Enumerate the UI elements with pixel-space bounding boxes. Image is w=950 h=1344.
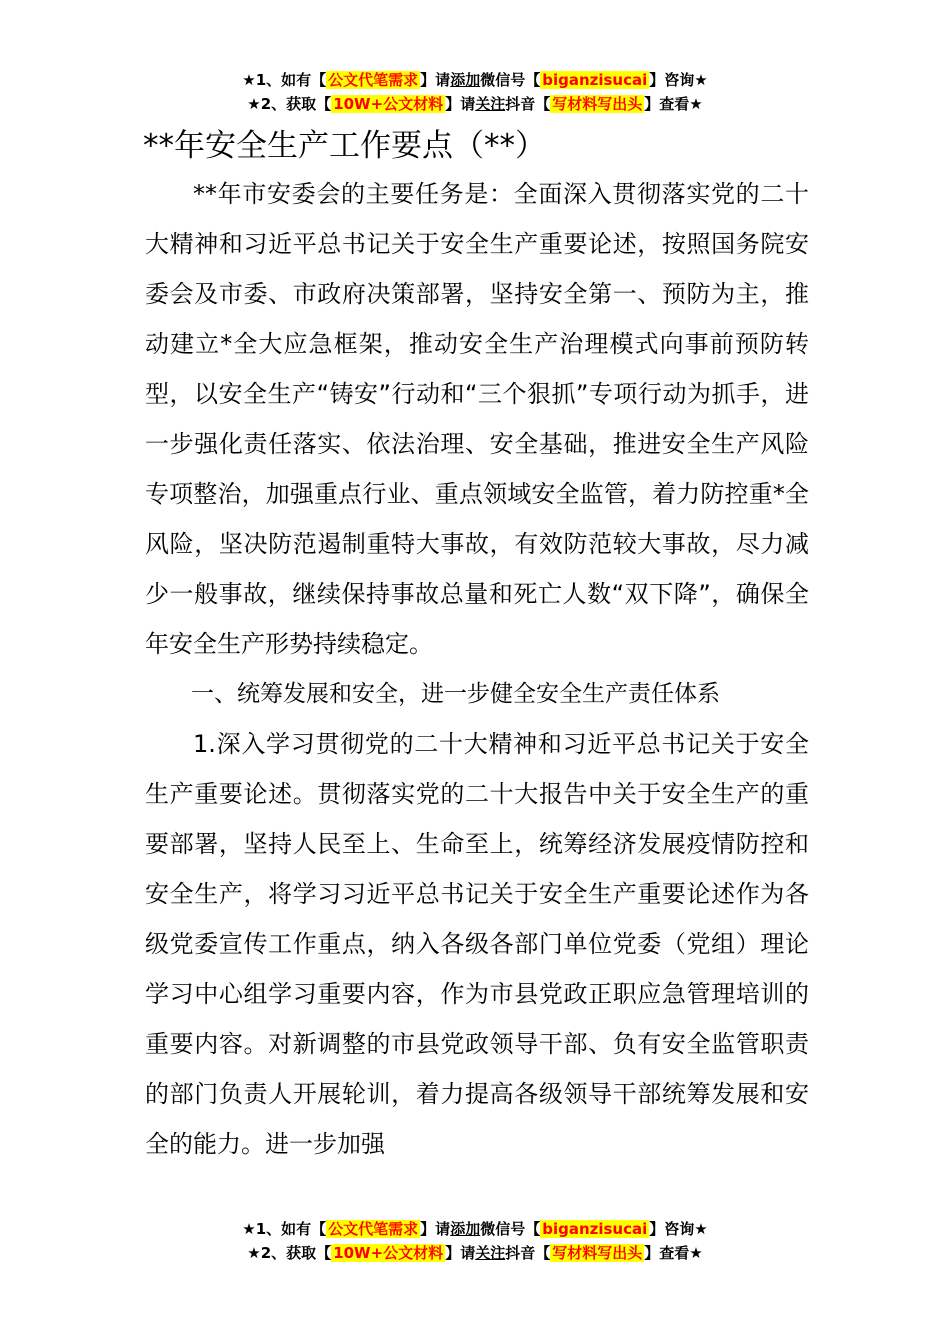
top-promo-banner [0,70,950,118]
document-title: **年安全生产工作要点（**） [143,128,546,164]
promo-highlight-wechat-id: biganzisucai [542,71,648,89]
intro-paragraph: **年市安委会的主要任务是：全面深入贯彻落实党的二十大精神和习近平总书记关于安全生产重要论述，按照国务院安委会及市委、市政府决策部署，坚持安全第一、预防为主，推动建立*全大应急框架，推动安全生产治理模式向事前预防转型，以安全生产“铸安”行动和“三个狠抓”专项行动为抓手，进一步强化责任落实、依法治理、安全基础，推进安全生产风险专项整治，加强重点行业、重点领域安全监管，着力防控重*全风险，坚决防范遏制重特大事故，有效防范较大事故，尽力减少一般事故，继续保持事故总量和死亡人数“双下降”，确保全年安全生产形势持续稳定。 [145,180,809,658]
promo-highlight-materials: 10W+公文材料 [333,1244,444,1262]
item-paragraph-1: 1.深入学习贯彻党的二十大精神和习近平总书记关于安全生产重要论述。贯彻落实党的二十大报告中关于安全生产的重要部署，坚持人民至上、生命至上，统筹经济发展疫情防控和安全生产，将学习习近平总书记关于安全生产重要论述作为各级党委宣传工作重点，纳入各级各部门单位党委（党组）理论学习中心组学习重要内容，作为市县党政正职应急管理培训的重要内容。对新调整的市县党政领导干部、负有安全监管职责的部门负责人开展轮训，着力提高各级领导干部统筹发展和安全的能力。进一步加强 [145,730,809,1158]
promo-line-1: ★1、如有【 公文代笔需求 】请添加微信号【 biganzisucai 】咨询★ [242,71,708,89]
promo-highlight-materials: 10W+公文材料 [333,95,444,113]
promo-line-2: ★2、获取【 10W+公文材料 】请关注抖音【 写材料写出头 】查看★ [247,1244,703,1262]
section-heading-1: 一、统筹发展和安全，进一步健全安全生产责任体系 [191,681,720,707]
promo-line-2: ★2、获取【 10W+公文材料 】请关注抖音【 写材料写出头 】查看★ [247,95,703,113]
document-body [145,169,809,1169]
promo-underlined-word: 关注 [475,95,506,113]
promo-highlight-douyin-name: 写材料写出头 [552,95,643,113]
bottom-promo-banner [0,1219,950,1267]
promo-underlined-word: 添加 [450,71,481,89]
promo-highlight-service: 公文代笔需求 [328,1220,419,1238]
promo-underlined-word: 添加 [450,1220,481,1238]
promo-highlight-wechat-id: biganzisucai [542,1220,648,1238]
promo-underlined-word: 关注 [475,1244,506,1262]
promo-highlight-douyin-name: 写材料写出头 [552,1244,643,1262]
promo-line-1: ★1、如有【 公文代笔需求 】请添加微信号【 biganzisucai 】咨询★ [242,1220,708,1238]
promo-highlight-service: 公文代笔需求 [328,71,419,89]
